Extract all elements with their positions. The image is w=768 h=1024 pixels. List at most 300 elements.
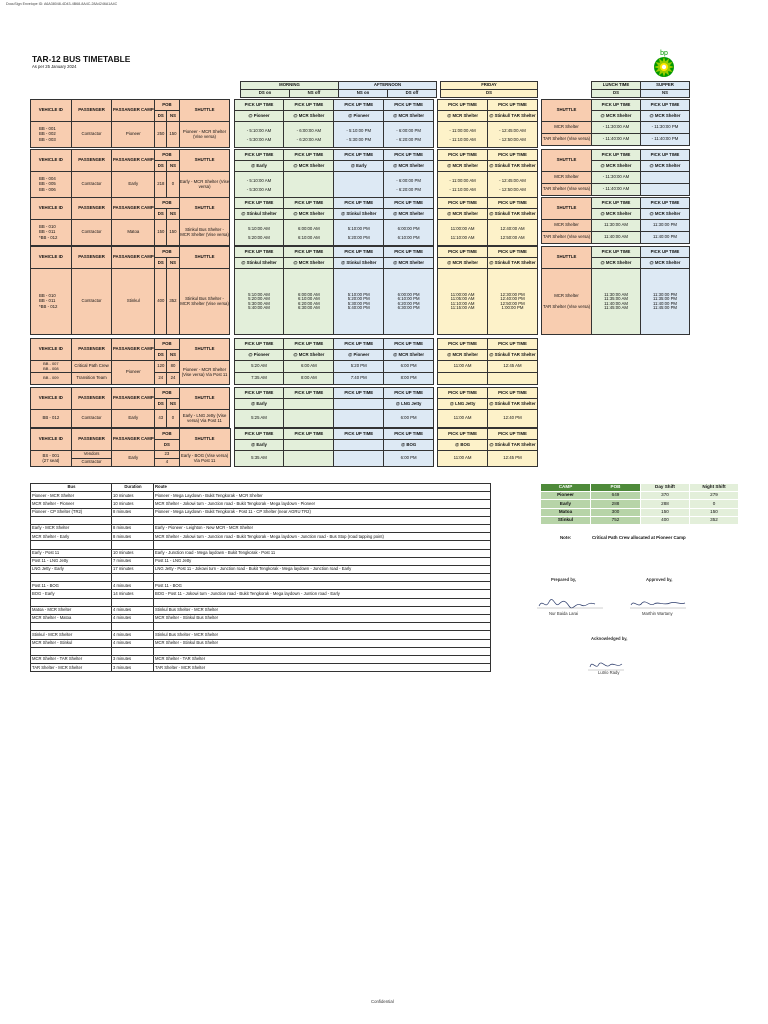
departure-time: 5:35 AM [234, 451, 284, 467]
route-bus [31, 516, 112, 524]
camp-day-shift: 370 [641, 492, 690, 500]
pick-up-time-header: PICK UP TIME [592, 247, 641, 258]
departure-times: 6:00:00 AM 6:10:00 AM 6:20:00 AM 6:30:00 AM [284, 269, 334, 335]
route-duration [112, 647, 154, 655]
shuttle-header: SHUTTLE [179, 429, 230, 451]
bp-logo-text: bp [660, 50, 668, 57]
departure-time: 11:00 AM [438, 361, 488, 373]
pob-ns-header: NS [167, 209, 179, 220]
pick-up-time-header: PICK UP TIME [487, 100, 537, 111]
passenger-header: PASSENGER [71, 388, 112, 410]
departure-times [438, 122, 488, 148]
pick-up-time-header: PICK UP TIME [234, 247, 284, 258]
supper-time [641, 184, 690, 196]
departure-time: 5:25 AM [234, 410, 284, 428]
camp-night-shift: 0 [690, 500, 739, 508]
route-path: LNG Jetty - Post 11 - Jokowi turn - Junction road - Bukit Tengkorak - Mega laydown - Junction road - Early [154, 565, 491, 573]
lunch-supper-table [541, 197, 690, 244]
pick-up-time-header: PICK UP TIME [487, 339, 537, 350]
lunch-shuttle-route: MCR Shelter [542, 172, 592, 184]
departure-time: 6:00:00 PM [397, 225, 420, 231]
route-duration: 14 minutes [112, 590, 154, 598]
departure-time: - 5:10:00 AM [246, 177, 272, 183]
pickup-location: @ Early [234, 440, 284, 451]
departure-time: 6:10:00 AM [297, 234, 320, 240]
camp-name: Early [112, 451, 155, 467]
lunch-supper-table [541, 149, 690, 196]
route-duration: 4 minutes [112, 606, 154, 614]
pick-up-time-header: PICK UP TIME [334, 339, 384, 350]
pickup-location: @ Stinkul/ TAR Shelter [487, 161, 537, 172]
pickup-location: @ MCR Shelter [438, 258, 488, 269]
pob-header: POB [155, 429, 179, 440]
route-duration: 10 minutes [112, 492, 154, 500]
lunch-time: - 11:30:00 AM [592, 172, 641, 184]
pob-ds: 4 [155, 459, 179, 467]
lunch-time: - 11:40:00 AM [592, 184, 641, 196]
pick-up-time-header: PICK UP TIME [284, 247, 334, 258]
prepared-signature [535, 596, 605, 612]
document-date: As per 25 January 2024 [32, 64, 77, 69]
pick-up-time-header: PICK UP TIME [384, 150, 434, 161]
vehicle-ids [31, 122, 72, 148]
route-path: Pioneer - Mega Laydown - Bukit Tengkorak - Post 11 - CP Shelter (near AGRU TR2) [154, 508, 491, 516]
shuttle-header: SHUTTLE [179, 247, 230, 269]
pob-ns: 24 [167, 373, 179, 385]
route-col-header: Duration [112, 484, 154, 492]
bus-block-2 [30, 149, 538, 198]
route-bus: LNG Jetty - Early [31, 565, 112, 573]
departure-time: 11:00:00 AM [450, 225, 475, 231]
camp-name: Pioneer [112, 361, 155, 385]
pick-up-time-header: PICK UP TIME [384, 198, 434, 209]
route-duration: 10 minutes [112, 500, 154, 508]
route-path [154, 647, 491, 655]
pickup-location: @ Stinkul Shelter [234, 209, 284, 220]
route-path: Pioneer - Mega Laydown - Bukit Tengkorak - MCR Shelter [154, 492, 491, 500]
shuttle-header: SHUTTLE [179, 198, 230, 220]
pickup-location: @ Stinkul/ TAR Shelter [488, 440, 538, 451]
camp-name: Pioneer [112, 122, 155, 148]
passenger-header: PASSENGER [71, 100, 112, 122]
pick-up-time-header: PICK UP TIME [234, 388, 284, 399]
pickup-location: @ Early [234, 399, 284, 410]
passenger-type: Transition Team [71, 373, 112, 385]
pickup-location: @ MCR Shelter [284, 161, 334, 172]
pickup-location: @ BOG [384, 440, 434, 451]
route-path: Early - Junction road - Mega laydown - Bukit Tengkorak - Post 11 [154, 549, 491, 557]
lunch-shuttle-route: MCR Shelter [542, 122, 592, 134]
supper-pickup-location: @ MCR Shelter [641, 161, 690, 172]
pob-ds: 250 [155, 122, 167, 148]
lunch-supper-header [591, 81, 690, 98]
shuttle-route: Early - LNG Jetty (Vise versa) Via Post 11 [179, 410, 230, 428]
departure-time: 11:10:00 AM [450, 234, 475, 240]
supper-time: - 11:40:00 PM [641, 134, 690, 146]
pob-ds: 24 [155, 373, 167, 385]
route-bus: MCR Shelter - Matoa [31, 615, 112, 623]
passanger-camp-header: PASSANGER CAMP [112, 339, 155, 361]
pick-up-time-header: PICK UP TIME [384, 100, 434, 111]
bus-block-5 [30, 338, 538, 385]
camp-name: Stinkul [541, 516, 591, 524]
route-duration: 4 minutes [112, 639, 154, 647]
pickup-location: @ Pioneer [334, 111, 384, 122]
departure-time [284, 410, 334, 428]
pickup-location: @ MCR Shelter [384, 111, 434, 122]
lunch-pickup-location: @ MCR Shelter [592, 111, 641, 122]
pick-up-time-header: PICK UP TIME [384, 339, 434, 350]
route-duration [112, 516, 154, 524]
vehicle-id: BB - 010 [39, 223, 56, 229]
pob-header: POB [155, 247, 179, 258]
route-path: TAR Shelter - MCR Shelter [154, 664, 491, 672]
pob-ns: 0 [167, 410, 179, 428]
route-bus [31, 574, 112, 582]
pick-up-time-header: PICK UP TIME [641, 198, 690, 209]
pick-up-time-header: PICK UP TIME [592, 198, 641, 209]
departure-time: 12:40:00 AM [500, 225, 525, 231]
pick-up-time-header: PICK UP TIME [234, 100, 284, 111]
departure-time: 8:00 PM [384, 373, 434, 385]
pob-header: POB [155, 100, 179, 111]
departure-times [384, 220, 434, 246]
departure-time [334, 451, 384, 467]
lunch-ds: DS [592, 90, 641, 98]
pick-up-time-header: PICK UP TIME [334, 150, 384, 161]
passenger-header: PASSENGER [71, 198, 112, 220]
docusign-envelope-id: DocuSign Envelope ID: A6A38048-4D43-4B68-8A4C-28A4246A1A4C [6, 2, 118, 6]
route-path: Stinkul Bus Shelter - MCR Shelter [154, 606, 491, 614]
lunch-pickup-location: @ MCR Shelter [592, 258, 641, 269]
shuttle-route: Pioneer - MCR Shelter (Vise versa) Via Post 11 [179, 361, 230, 385]
pob-ds: 23 [155, 451, 179, 459]
pickup-location: @ Pioneer [234, 350, 284, 361]
pob-ds: 150 [155, 220, 167, 246]
lunch-shuttle-route: MCR Shelter [542, 220, 592, 232]
approved-by-label: Approved by, [646, 577, 673, 582]
pick-up-time-header: PICK UP TIME [592, 150, 641, 161]
vehicle-id-header: VEHICLE ID [31, 429, 72, 451]
pick-up-time-header: PICK UP TIME [284, 339, 334, 350]
lunch-time: 11:30:00 AM [592, 220, 641, 232]
route-bus: MCR Shelter - Early [31, 533, 112, 541]
passenger-type: Contractor [71, 220, 112, 246]
ns-off-header: NS off [290, 90, 339, 98]
pickup-location: @ BOG [438, 440, 488, 451]
pick-up-time-header: PICK UP TIME [438, 388, 488, 399]
route-path [154, 516, 491, 524]
pob-ds-header: DS [155, 350, 167, 361]
pick-up-time-header: PICK UP TIME [334, 388, 384, 399]
pickup-location: @ MCR Shelter [384, 209, 434, 220]
pickup-location: @ LNG Jetty [384, 399, 434, 410]
passanger-camp-header: PASSANGER CAMP [112, 247, 155, 269]
vehicle-ids [31, 269, 72, 335]
route-duration: 3 minutes [112, 655, 154, 663]
supper-times: 11:30:00 PM 11:35:00 PM 11:40:00 PM 11:45:00 PM [641, 269, 690, 335]
route-path: MCR Shelter - Stinkul Bus Shelter [154, 639, 491, 647]
pickup-location: @ MCR Shelter [384, 161, 434, 172]
shuttle-route: Pioneer - MCR Shelter (Vise versa) [179, 122, 230, 148]
bus-block-4 [30, 246, 538, 335]
route-path [154, 541, 491, 549]
route-bus: Pioneer - CP Shelter (TR2) [31, 508, 112, 516]
route-bus: MCR Shelter - Stinkul [31, 639, 112, 647]
passanger-camp-header: PASSANGER CAMP [112, 100, 155, 122]
pickup-location: @ Stinkul Shelter [334, 258, 384, 269]
departure-time: - 5:30:00 AM [246, 186, 272, 192]
camp-night-shift: 352 [690, 516, 739, 524]
route-duration: 4 minutes [112, 631, 154, 639]
pob-ns: 0 [167, 172, 179, 198]
pickup-location: @ Stinkul Shelter [334, 209, 384, 220]
camp-day-shift: 400 [641, 516, 690, 524]
departure-times [334, 172, 384, 198]
passenger-header: PASSENGER [71, 150, 112, 172]
shuttle-header: SHUTTLE [542, 100, 592, 122]
departure-time [334, 176, 383, 185]
supper-header: SUPPER [641, 82, 690, 90]
pick-up-time-header: PICK UP TIME [284, 100, 334, 111]
departure-times: 5:10:00 PM 5:20:00 PM 5:30:00 PM 5:40:00 PM [334, 269, 384, 335]
departure-time: 6:00 PM [384, 361, 434, 373]
departure-time [284, 451, 334, 467]
supper-time: 11:30:00 PM [641, 220, 690, 232]
pickup-location: @ MCR Shelter [438, 161, 488, 172]
pick-up-time-header: PICK UP TIME [284, 198, 334, 209]
camp-pob: 752 [591, 516, 641, 524]
camp-pob: 300 [591, 508, 641, 516]
pick-up-time-header: PICK UP TIME [334, 100, 384, 111]
lunch-pickup-location: @ MCR Shelter [592, 161, 641, 172]
pickup-location [284, 440, 334, 451]
passanger-camp-header: PASSANGER CAMP [112, 198, 155, 220]
passenger-header: PASSENGER [71, 339, 112, 361]
shuttle-header: SHUTTLE [542, 150, 592, 172]
morning-afternoon-header [240, 81, 437, 98]
pob-ds-header: DS [155, 161, 167, 172]
lunch-shuttle-route: TAR Shelter (Vise versa) [542, 232, 592, 244]
departure-time: - 12:50:00 AM [499, 186, 526, 192]
departure-time: 11:00 AM [438, 410, 488, 428]
supper-ns: NS [641, 90, 690, 98]
departure-times [284, 220, 334, 246]
pick-up-time-header: PICK UP TIME [592, 100, 641, 111]
departure-time [334, 185, 383, 194]
supper-pickup-location: @ MCR Shelter [641, 258, 690, 269]
route-duration: 10 minutes [112, 549, 154, 557]
note-label: Note: [560, 535, 572, 540]
pickup-location: @ MCR Shelter [384, 350, 434, 361]
departure-time: - 6:20:00 PM [396, 186, 421, 192]
shuttle-header: SHUTTLE [179, 339, 230, 361]
shuttle-header: SHUTTLE [542, 198, 592, 220]
departure-times [284, 122, 334, 148]
vehicle-id: BB - 005 [39, 181, 56, 187]
route-duration: 8 minutes [112, 508, 154, 516]
departure-time: 7:40 PM [334, 373, 384, 385]
morning-header: MORNING [241, 82, 339, 90]
ds-off-header: DS off [388, 90, 437, 98]
departure-time: - 11:10:00 AM [449, 136, 476, 142]
vehicle-id: BB - 011 [39, 229, 56, 235]
route-duration: 17 minutes [112, 565, 154, 573]
pick-up-time-header: PICK UP TIME [284, 150, 334, 161]
pickup-location: @ Pioneer [234, 111, 284, 122]
route-path: MCR Shelter - Jokowi turn - Junction road - Bukit Tengkorak - Mega laydown - Pioneer [154, 500, 491, 508]
pob-header: POB [155, 339, 179, 350]
pickup-location: @ MCR Shelter [438, 111, 488, 122]
pickup-location: @ MCR Shelter [284, 350, 334, 361]
vehicle-id: BS - 001 (27 seat) [31, 451, 72, 467]
shuttle-header: SHUTTLE [179, 150, 230, 172]
vehicle-id: BB - 009 [31, 373, 72, 385]
departure-times: 12:30:00 PM 12:40:00 PM 12:50:00 PM 1:00:00 PM [487, 269, 537, 335]
route-path: MCR Shelter - TAR Shelter [154, 655, 491, 663]
route-bus: Early - MCR Shelter [31, 524, 112, 532]
departure-times [487, 220, 537, 246]
pob-ds-header: DS [155, 399, 167, 410]
shuttle-line: TAR Shelter (Vise versa) [542, 303, 591, 309]
departure-time: - 5:30:00 PM [346, 136, 372, 142]
departure-time: - 11:00:00 AM [449, 177, 476, 183]
camp-name: Matoa [112, 220, 155, 246]
camp-name: Early [541, 500, 591, 508]
departure-time: - 6:00:00 AM [296, 127, 322, 133]
pick-up-time-header: PICK UP TIME [284, 429, 334, 440]
departure-time: 5:20 AM [234, 361, 284, 373]
passenger-type: Critical Path Crew [71, 361, 112, 373]
lunch-time-header: LUNCH TIME [592, 82, 641, 90]
note-text: Critical Path Crew allocated at Pioneer Camp [592, 535, 686, 540]
pickup-location: @ MCR Shelter [284, 258, 334, 269]
camp-name: Early [112, 172, 155, 198]
route-bus: MCR Shelter - TAR Shelter [31, 655, 112, 663]
departure-time: - 12:50:00 AM [499, 136, 526, 142]
departure-times: 5:10:00 AM 5:20:00 AM 5:30:00 AM 5:40:00 AM [234, 269, 284, 335]
pickup-location: @ Stinkul/ TAR Shelter [487, 209, 537, 220]
pickup-location [334, 399, 384, 410]
departure-time: 6:10:00 PM [397, 234, 420, 240]
departure-time: - 6:20:00 AM [296, 136, 322, 142]
ds-on-header: DS on [241, 90, 290, 98]
departure-time: - 5:10:00 PM [346, 127, 372, 133]
route-table [30, 483, 491, 672]
supper-pickup-location: @ MCR Shelter [641, 111, 690, 122]
pick-up-time-header: PICK UP TIME [234, 429, 284, 440]
departure-time: 5:10:00 AM [248, 225, 270, 231]
departure-time [487, 373, 537, 385]
pickup-location: @ MCR Shelter [284, 111, 334, 122]
route-path: Stinkul Bus Shelter - MCR Shelter [154, 631, 491, 639]
route-duration [112, 598, 154, 606]
departure-time: 12:45 PM [488, 451, 538, 467]
pick-up-time-header: PICK UP TIME [284, 388, 334, 399]
lunch-shuttle-route: TAR Shelter (Vise versa) [542, 184, 592, 196]
vehicle-id: BB - 004 [39, 175, 56, 181]
approved-by-name: Marthin Wartany [642, 611, 673, 616]
departure-time: - 6:20:00 PM [396, 136, 421, 142]
pickup-location: @ Stinkul/ TAR Shelter [487, 111, 537, 122]
route-bus [31, 647, 112, 655]
departure-times [384, 122, 434, 148]
pick-up-time-header: PICK UP TIME [487, 198, 537, 209]
pick-up-time-header: PICK UP TIME [384, 247, 434, 258]
departure-time [438, 373, 488, 385]
pick-up-time-header: PICK UP TIME [234, 339, 284, 350]
departure-time: 12:40 PM [487, 410, 537, 428]
camp-col-header: POB [591, 484, 641, 492]
pob-ns: 150 [167, 220, 179, 246]
departure-time: 7:35 AM [234, 373, 284, 385]
pob-ns-header: NS [167, 258, 179, 269]
route-duration: 3 minutes [112, 664, 154, 672]
route-bus [31, 598, 112, 606]
pick-up-time-header: PICK UP TIME [334, 429, 384, 440]
pick-up-time-header: PICK UP TIME [487, 247, 537, 258]
friday-ds: DS [441, 90, 538, 98]
vehicle-id-header: VEHICLE ID [31, 150, 72, 172]
camp-name: Early [112, 410, 155, 428]
shuttle-line: MCR Shelter [554, 293, 579, 298]
departure-time: - 5:10:00 AM [246, 127, 272, 133]
vehicle-id: BB - 010 [39, 292, 56, 298]
passenger-type: Contractor [71, 269, 112, 335]
pob-ns: 80 [167, 361, 179, 373]
bus-block-3 [30, 197, 538, 246]
lunch-shuttle-route: TAR Shelter (Vise versa) [542, 134, 592, 146]
route-col-header: Route [154, 484, 491, 492]
camp-name: Pioneer [541, 492, 591, 500]
pick-up-time-header: PICK UP TIME [384, 388, 434, 399]
afternoon-header: AFTERNOON [339, 82, 437, 90]
camp-night-shift: 279 [690, 492, 739, 500]
lunch-pickup-location: @ MCR Shelter [592, 209, 641, 220]
friday-header [440, 81, 538, 98]
vehicle-ids [31, 220, 72, 246]
camp-day-shift: 288 [641, 500, 690, 508]
passanger-camp-header: PASSANGER CAMP [112, 388, 155, 410]
vehicle-id-header: VEHICLE ID [31, 100, 72, 122]
departure-times: 11:00:00 AM 11:05:00 AM 11:10:00 AM 11:15:00 AM [438, 269, 488, 335]
departure-time: 8:00 AM [284, 373, 334, 385]
passenger-type: Vendors [71, 451, 112, 459]
pob-ds: 400 [155, 269, 167, 335]
departure-times [487, 122, 537, 148]
route-bus [31, 541, 112, 549]
route-duration: 8 minutes [112, 524, 154, 532]
vehicle-id: *BB - 012 [39, 234, 58, 240]
route-bus: Post 11 - BOG [31, 582, 112, 590]
pick-up-time-header: PICK UP TIME [487, 150, 537, 161]
friday-label: FRIDAY [441, 82, 538, 90]
departure-time: 6:00:00 AM [297, 225, 320, 231]
camp-name: Matoa [541, 508, 591, 516]
pob-ds-header: DS [155, 258, 167, 269]
departure-times [334, 220, 384, 246]
pickup-location: @ Pioneer [334, 350, 384, 361]
confidential-footer: Confidential [371, 999, 394, 1004]
departure-time: 11:00 AM [438, 451, 488, 467]
pick-up-time-header: PICK UP TIME [234, 150, 284, 161]
route-col-header: Bus [31, 484, 112, 492]
shuttle-route: Early - BOG (Vise versa) Via Post 11 [179, 451, 230, 467]
supper-time [641, 172, 690, 184]
route-path: MCR Shelter - Jokowi turn - Junction road - Bukit Tengkorak - Mega laydown - Junction road - Bus Stop (road tapping point) [154, 533, 491, 541]
pickup-location [284, 399, 334, 410]
pick-up-time-header: PICK UP TIME [487, 388, 537, 399]
